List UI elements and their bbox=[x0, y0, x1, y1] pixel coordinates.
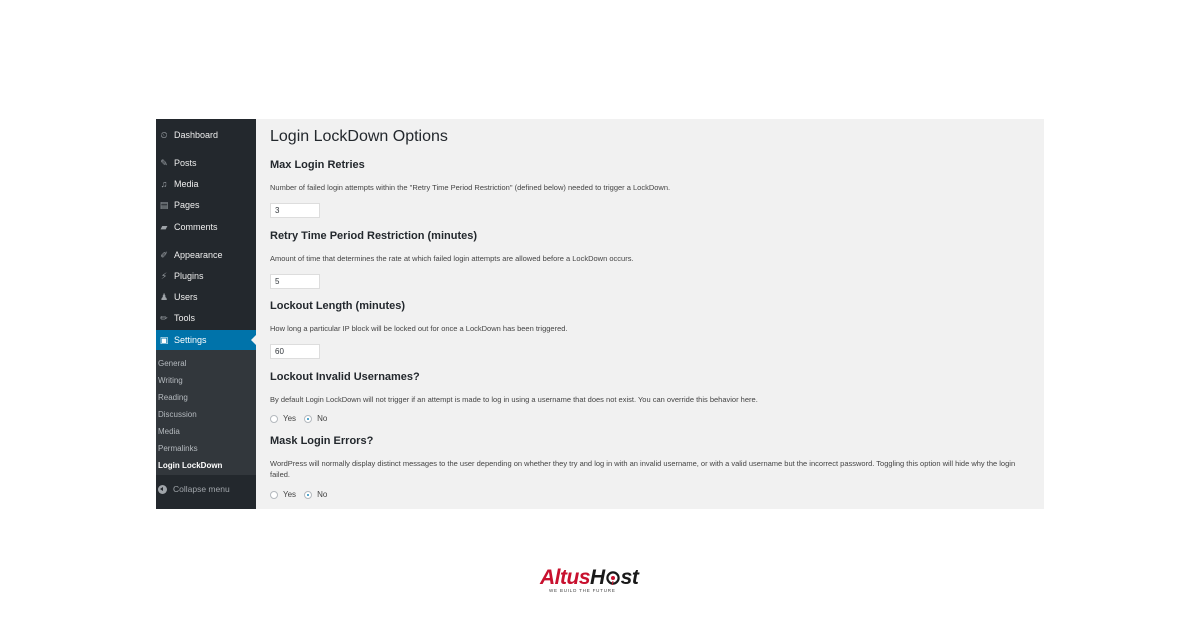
logo-tagline: WE BUILD THE FUTURE bbox=[549, 588, 616, 593]
radio-label-no: No bbox=[317, 414, 328, 423]
menu-label: Tools bbox=[174, 313, 196, 323]
submenu-reading[interactable]: Reading bbox=[158, 393, 188, 402]
menu-comments[interactable] bbox=[156, 217, 256, 237]
section-title-lockout-invalid-usernames: Lockout Invalid Usernames? bbox=[270, 371, 420, 383]
wordpress-admin-screenshot bbox=[156, 119, 1044, 509]
section-desc-mask-login-errors: WordPress will normally display distinct messages to the user depending on whether they try and log in with an invalid username, or with a valid username but the incorrect password. Toggling this option will hide why the login failed. bbox=[270, 459, 1016, 479]
collapse-arrow-icon bbox=[158, 485, 167, 494]
pin-icon: ✎ bbox=[160, 157, 168, 168]
target-icon bbox=[606, 567, 620, 581]
submenu-permalinks[interactable]: Permalinks bbox=[158, 444, 198, 453]
collapse-label: Collapse menu bbox=[173, 484, 230, 494]
menu-tools[interactable] bbox=[156, 308, 256, 328]
collapse-menu-button[interactable] bbox=[156, 479, 256, 499]
dashboard-icon: ⏲ bbox=[160, 129, 168, 140]
menu-label: Dashboard bbox=[174, 130, 219, 140]
submenu-general[interactable]: General bbox=[158, 359, 187, 368]
settings-icon: ▣ bbox=[159, 334, 169, 345]
plugin-icon: ⚡ bbox=[160, 270, 168, 281]
menu-appearance[interactable] bbox=[156, 245, 256, 265]
menu-plugins[interactable] bbox=[156, 266, 256, 286]
altushost-logo bbox=[540, 566, 665, 598]
section-desc-lockout-invalid-usernames: By default Login LockDown will not trigger if an attempt is made to log in using a username that does not exist. You can override this behavior here. bbox=[270, 395, 758, 404]
retry-time-period-input[interactable] bbox=[270, 274, 320, 289]
logo-wordmark bbox=[540, 566, 638, 590]
radio-option-no[interactable] bbox=[304, 490, 327, 499]
settings-submenu bbox=[156, 350, 256, 475]
logo-text-dark-st: st bbox=[620, 566, 639, 589]
menu-media[interactable] bbox=[156, 174, 256, 194]
menu-users[interactable] bbox=[156, 287, 256, 307]
radio-option-yes[interactable] bbox=[270, 490, 296, 499]
section-title-mask-login-errors: Mask Login Errors? bbox=[270, 435, 374, 447]
menu-settings[interactable] bbox=[156, 330, 256, 350]
user-icon: ♟ bbox=[159, 291, 169, 302]
submenu-writing[interactable]: Writing bbox=[158, 376, 183, 385]
radio-label-yes: Yes bbox=[283, 414, 297, 423]
radio-button-selected[interactable] bbox=[304, 415, 312, 423]
max-login-retries-input[interactable] bbox=[270, 203, 320, 218]
section-title-retry-time-period: Retry Time Period Restriction (minutes) bbox=[270, 230, 478, 242]
menu-dashboard[interactable] bbox=[156, 125, 256, 145]
radio-label-no: No bbox=[317, 490, 328, 499]
settings-content bbox=[256, 119, 1044, 509]
section-title-lockout-length: Lockout Length (minutes) bbox=[270, 300, 406, 312]
radio-button[interactable] bbox=[270, 491, 278, 499]
menu-label: Settings bbox=[174, 335, 207, 345]
submenu-media[interactable]: Media bbox=[158, 427, 180, 436]
menu-label: Pages bbox=[174, 200, 200, 210]
section-title-max-login-retries: Max Login Retries bbox=[270, 159, 365, 171]
menu-label: Posts bbox=[174, 158, 197, 168]
logo-text-red: Altus bbox=[540, 566, 590, 589]
lockout-length-input[interactable] bbox=[270, 344, 320, 359]
menu-label: Appearance bbox=[174, 250, 223, 260]
radio-option-no[interactable] bbox=[304, 414, 327, 423]
section-desc-retry-time-period: Amount of time that determines the rate at which failed login attempts are allowed before a LockDown occurs. bbox=[270, 254, 634, 263]
menu-label: Users bbox=[174, 292, 198, 302]
radio-label-yes: Yes bbox=[283, 490, 297, 499]
section-desc-lockout-length: How long a particular IP block will be locked out for once a LockDown has been triggered. bbox=[270, 324, 568, 333]
mask-login-errors-radios bbox=[270, 490, 335, 499]
lockout-invalid-usernames-radios bbox=[270, 414, 335, 423]
wrench-icon: ✏ bbox=[160, 312, 168, 323]
menu-label: Media bbox=[174, 179, 199, 189]
radio-button[interactable] bbox=[270, 415, 278, 423]
brush-icon: ✐ bbox=[160, 249, 168, 260]
section-desc-max-login-retries: Number of failed login attempts within the "Retry Time Period Restriction" (defined below) needed to trigger a LockDown. bbox=[270, 183, 671, 192]
comment-icon: ▰ bbox=[160, 221, 168, 232]
radio-button-selected[interactable] bbox=[304, 491, 312, 499]
pages-icon: ▤ bbox=[159, 199, 169, 210]
radio-option-yes[interactable] bbox=[270, 414, 296, 423]
admin-sidebar bbox=[156, 119, 256, 509]
page-title: Login LockDown Options bbox=[270, 128, 448, 145]
media-icon: ♫ bbox=[160, 179, 168, 189]
submenu-discussion[interactable]: Discussion bbox=[158, 410, 197, 419]
menu-pages[interactable] bbox=[156, 195, 256, 215]
menu-label: Comments bbox=[174, 222, 218, 232]
menu-posts[interactable] bbox=[156, 153, 256, 173]
menu-label: Plugins bbox=[174, 271, 204, 281]
submenu-login-lockdown[interactable]: Login LockDown bbox=[158, 461, 223, 470]
logo-text-dark-h: H bbox=[590, 566, 605, 589]
